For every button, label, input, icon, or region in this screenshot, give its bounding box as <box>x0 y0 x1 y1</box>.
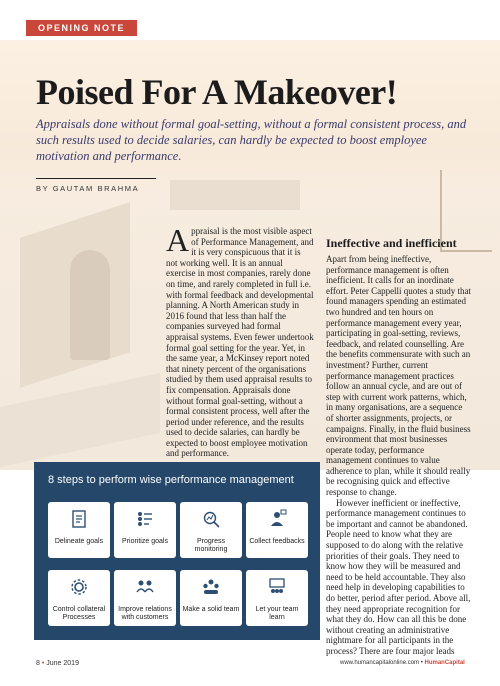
step-label: Progress monitoring <box>194 538 228 553</box>
brand-name: HumanCapital <box>424 660 465 666</box>
footer-page-info <box>36 660 79 667</box>
team-icon <box>201 577 221 597</box>
article-column-2 <box>326 236 472 657</box>
step-improve-relations <box>114 570 176 626</box>
section-tag: OPENING NOTE <box>26 20 137 36</box>
step-label: Improve relations with customers <box>118 606 172 621</box>
steps-title: 8 steps to perform wise performance management <box>48 474 294 486</box>
step-label: Let your team learn <box>255 606 299 621</box>
people-feedback-icon <box>267 509 287 529</box>
header-background <box>0 40 500 190</box>
customer-relations-icon <box>135 577 155 597</box>
step-prioritize-goals <box>114 502 176 558</box>
step-label: Collect feedbacks <box>249 538 305 545</box>
gear-icon <box>69 577 89 597</box>
article-subtitle: Appraisals done without formal goal-setting, without a formal consistent process, and such results used to decide salaries, can hardly be expected to boost employee motivation and performance. <box>36 117 467 163</box>
footer-dot: • <box>41 660 45 667</box>
team-learning-icon <box>267 577 287 597</box>
issue-date: June 2019 <box>46 660 79 667</box>
step-collect-feedbacks <box>246 502 308 558</box>
step-team-learn <box>246 570 308 626</box>
document-list-icon <box>69 509 89 529</box>
column-1-text: ppraisal is the most visible aspect of Performance Management, and it is very conspicuous that it is not working well. It is an annual exercise in most companies, rarely done on time, and rarely completed in full i.e. with formal feedback and developmental planning. A North American study in 2016 found that less than half the companies surveyed had formal appraisal systems. Even fewer undertook formal goal setting for the year. Yet, in the same year, a McKinsey report noted that ninety percent of the organisations studied by them used appraisal results to fix compensation. Appraisals done without formal goal-setting, without a formal consistent process, well after the period under reference, and the results used to decide salaries, can hardly be expected to boost employee motivation and performance. <box>166 226 314 459</box>
step-delineate-goals <box>48 502 110 558</box>
drop-cap: A <box>166 222 190 258</box>
column-2-paragraph-2: However inefficient or ineffective, performance management continues to be important and cannot be abandoned. People need to know what they are supposed to do along with the relative priorities of their goals. They need to know how they will be measured and need to be held accountable. They also need help in developing capabilities to do better, period after period. Above all, they need appropriate recognition for what they do. How can all this be done without creating an administrative nightmare for all participants in the process? There are four major leads <box>326 497 471 656</box>
magnifier-chart-icon <box>201 509 221 529</box>
step-label: Delineate goals <box>54 538 104 545</box>
step-label: Control collateral Processes <box>52 606 106 621</box>
column-2-paragraph-1: Apart from being ineffective, performance management is often inefficient. It calls for an inordinate effort. Peter Cappelli quotes a study that found managers spending an estimated two hundred and ten hours on performance management every year, participating in goal-setting, reviews, feedback, and related counselling. Are the benefits commensurate with such an investment? Further, current performance management practices follow an annual cycle, and are out of step with current work patterns, which, in many organisations, are a sequence of shorter assignments, projects, or campaigns. Finally, in the fluid business environment that most businesses operate today, performance management continues to value adherence to plan, while it should really be recognising quick and effective response to change. <box>326 254 472 498</box>
step-progress-monitoring <box>180 502 242 558</box>
article-column-1 <box>166 222 314 459</box>
byline-divider <box>36 178 156 179</box>
illustration-figure <box>70 250 110 360</box>
page-number: 8 <box>36 660 40 667</box>
step-label: Make a solid team <box>182 606 240 613</box>
step-solid-team <box>180 570 242 626</box>
illustration-panel-center <box>170 180 300 210</box>
article-title: Poised For A Makeover! <box>36 72 398 112</box>
website-link[interactable]: www.humancapitalonline.com <box>340 660 420 666</box>
article-byline: BY GAUTAM BRAHMA <box>36 184 140 193</box>
footer-site-info <box>340 660 465 666</box>
step-control-processes <box>48 570 110 626</box>
priority-list-icon <box>135 509 155 529</box>
illustration-base <box>0 373 160 467</box>
section-heading: Ineffective and inefficient <box>326 236 457 250</box>
step-label: Prioritize goals <box>122 538 168 545</box>
steps-infographic <box>34 462 320 640</box>
footer-separator: • <box>420 660 425 666</box>
